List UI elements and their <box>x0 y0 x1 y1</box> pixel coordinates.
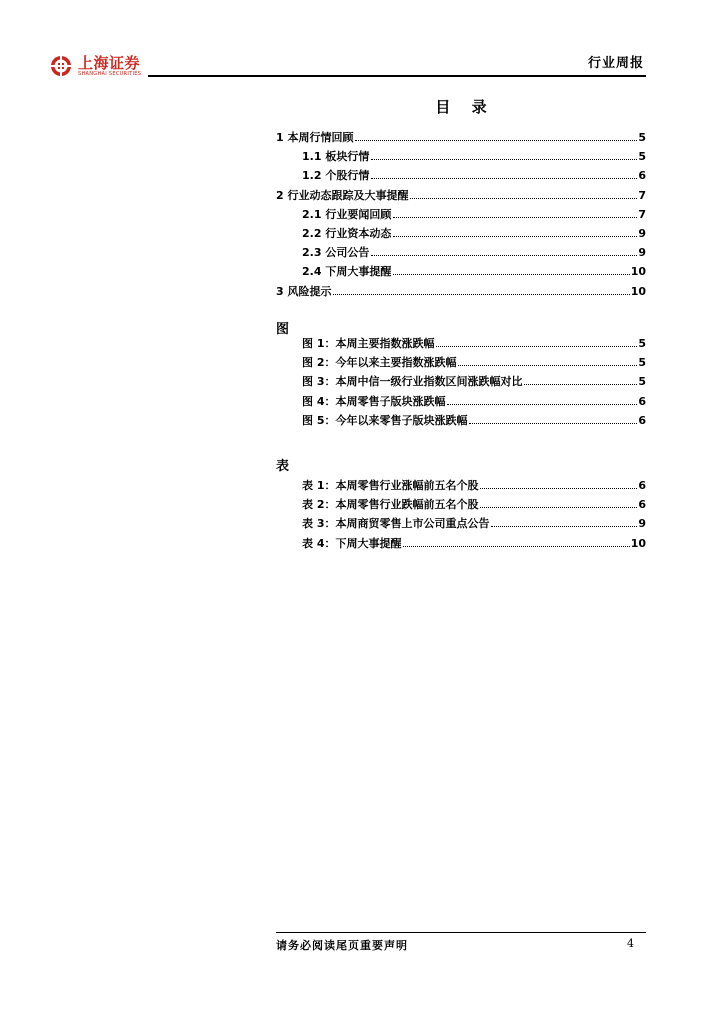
dot-leader <box>436 345 637 347</box>
header-divider <box>148 75 646 77</box>
toc-entry-label: 1.1 板块行情 <box>302 150 370 164</box>
brand-name-cn: 上海证券 <box>78 54 141 72</box>
toc-entry-page: 6 <box>638 413 646 427</box>
dot-leader <box>524 383 637 385</box>
dot-leader <box>371 254 637 256</box>
brand-logo-icon <box>50 55 72 77</box>
toc-entry-label: 图 1：本周主要指数涨跌幅 <box>302 337 435 350</box>
toc-entry-page: 10 <box>630 284 646 298</box>
toc-entry-label: 表 4：下周大事提醒 <box>302 536 402 550</box>
dot-leader <box>480 506 637 508</box>
toc-entry-page: 6 <box>638 498 646 512</box>
dot-leader <box>480 487 637 489</box>
toc-entry-label: 表 3：本周商贸零售上市公司重点公告 <box>302 517 490 531</box>
dot-leader <box>371 177 637 179</box>
dot-leader <box>333 293 629 295</box>
dot-leader <box>355 139 637 141</box>
toc-entry-label: 2 行业动态跟踪及大事提醒 <box>276 188 409 202</box>
dot-leader <box>410 197 637 199</box>
toc-entry-label: 2.4 下周大事提醒 <box>302 265 392 279</box>
toc-entry-page: 9 <box>638 517 646 531</box>
toc-entry-label: 3 风险提示 <box>276 284 332 298</box>
toc-entry-page: 10 <box>630 536 646 550</box>
toc-entry-label: 表 1：本周零售行业涨幅前五名个股 <box>302 479 479 492</box>
toc-entry[interactable] <box>276 241 646 259</box>
dot-leader <box>393 273 629 275</box>
footer-divider <box>276 932 646 933</box>
toc-title: 目 录 <box>435 98 495 116</box>
dot-leader <box>371 158 637 160</box>
toc-entry-page: 5 <box>638 337 646 350</box>
toc-entry[interactable] <box>276 184 646 202</box>
toc-entry-page: 5 <box>638 375 646 389</box>
figures-heading: 图 <box>276 322 290 337</box>
dot-leader <box>469 422 637 424</box>
toc-entry-label: 表 2：本周零售行业跌幅前五名个股 <box>302 498 479 512</box>
toc-entry-label: 2.3 公司公告 <box>302 246 370 260</box>
report-type: 行业周报 <box>587 56 644 71</box>
toc-entry[interactable] <box>276 203 646 221</box>
toc-entry[interactable] <box>276 390 646 408</box>
toc-entry-label: 图 5：今年以来零售子版块涨跌幅 <box>302 413 468 427</box>
toc-entry-page: 9 <box>638 246 646 260</box>
toc-entry-page: 5 <box>638 131 646 144</box>
brand-logo <box>50 55 141 77</box>
toc-entry[interactable] <box>276 126 646 144</box>
toc-entry[interactable] <box>276 512 646 530</box>
toc-entry-page: 6 <box>638 169 646 183</box>
toc-entry[interactable] <box>276 332 646 350</box>
toc-entry[interactable] <box>276 493 646 511</box>
toc-entry[interactable] <box>276 222 646 240</box>
footer-disclaimer: 请务必阅读尾页重要声明 <box>276 939 408 952</box>
toc-entry[interactable] <box>276 351 646 369</box>
toc-entry[interactable] <box>276 409 646 427</box>
toc-entry[interactable] <box>276 145 646 163</box>
dot-leader <box>403 545 629 547</box>
page-number: 4 <box>627 937 634 950</box>
toc-entry-label: 图 3：本周中信一级行业指数区间涨跌幅对比 <box>302 375 523 389</box>
toc-entry-label: 图 4：本周零售子版块涨跌幅 <box>302 394 446 408</box>
toc-entry-page: 5 <box>638 356 646 370</box>
toc-entry-page: 6 <box>638 479 646 492</box>
tables-heading: 表 <box>276 459 290 474</box>
brand-name-en: SHANGHAI SECURITIES <box>78 71 142 77</box>
toc-entry-label: 2.2 行业资本动态 <box>302 227 392 240</box>
toc-entry-label: 图 2：今年以来主要指数涨跌幅 <box>302 356 457 370</box>
toc-entry[interactable] <box>276 370 646 388</box>
toc-entry[interactable] <box>276 260 646 278</box>
toc-entry-page: 5 <box>638 150 646 164</box>
toc-entry-page: 10 <box>630 265 646 279</box>
toc-entry-label: 1.2 个股行情 <box>302 169 370 183</box>
dot-leader <box>458 364 637 366</box>
dot-leader <box>447 403 637 405</box>
toc-entry[interactable] <box>276 532 646 550</box>
toc-entry-page: 7 <box>638 207 646 221</box>
toc-entry-page: 9 <box>638 227 646 240</box>
page-header <box>0 0 724 80</box>
dot-leader <box>393 235 637 237</box>
toc-entry-label: 2.1 行业要闻回顾 <box>302 207 392 221</box>
dot-leader <box>491 525 637 527</box>
toc-entry[interactable] <box>276 474 646 492</box>
toc-entry-page: 7 <box>638 188 646 202</box>
toc-entry[interactable] <box>276 164 646 182</box>
toc-entry-label: 1 本周行情回顾 <box>276 131 354 144</box>
dot-leader <box>393 216 637 218</box>
toc-entry[interactable] <box>276 280 646 298</box>
toc-entry-page: 6 <box>638 394 646 408</box>
